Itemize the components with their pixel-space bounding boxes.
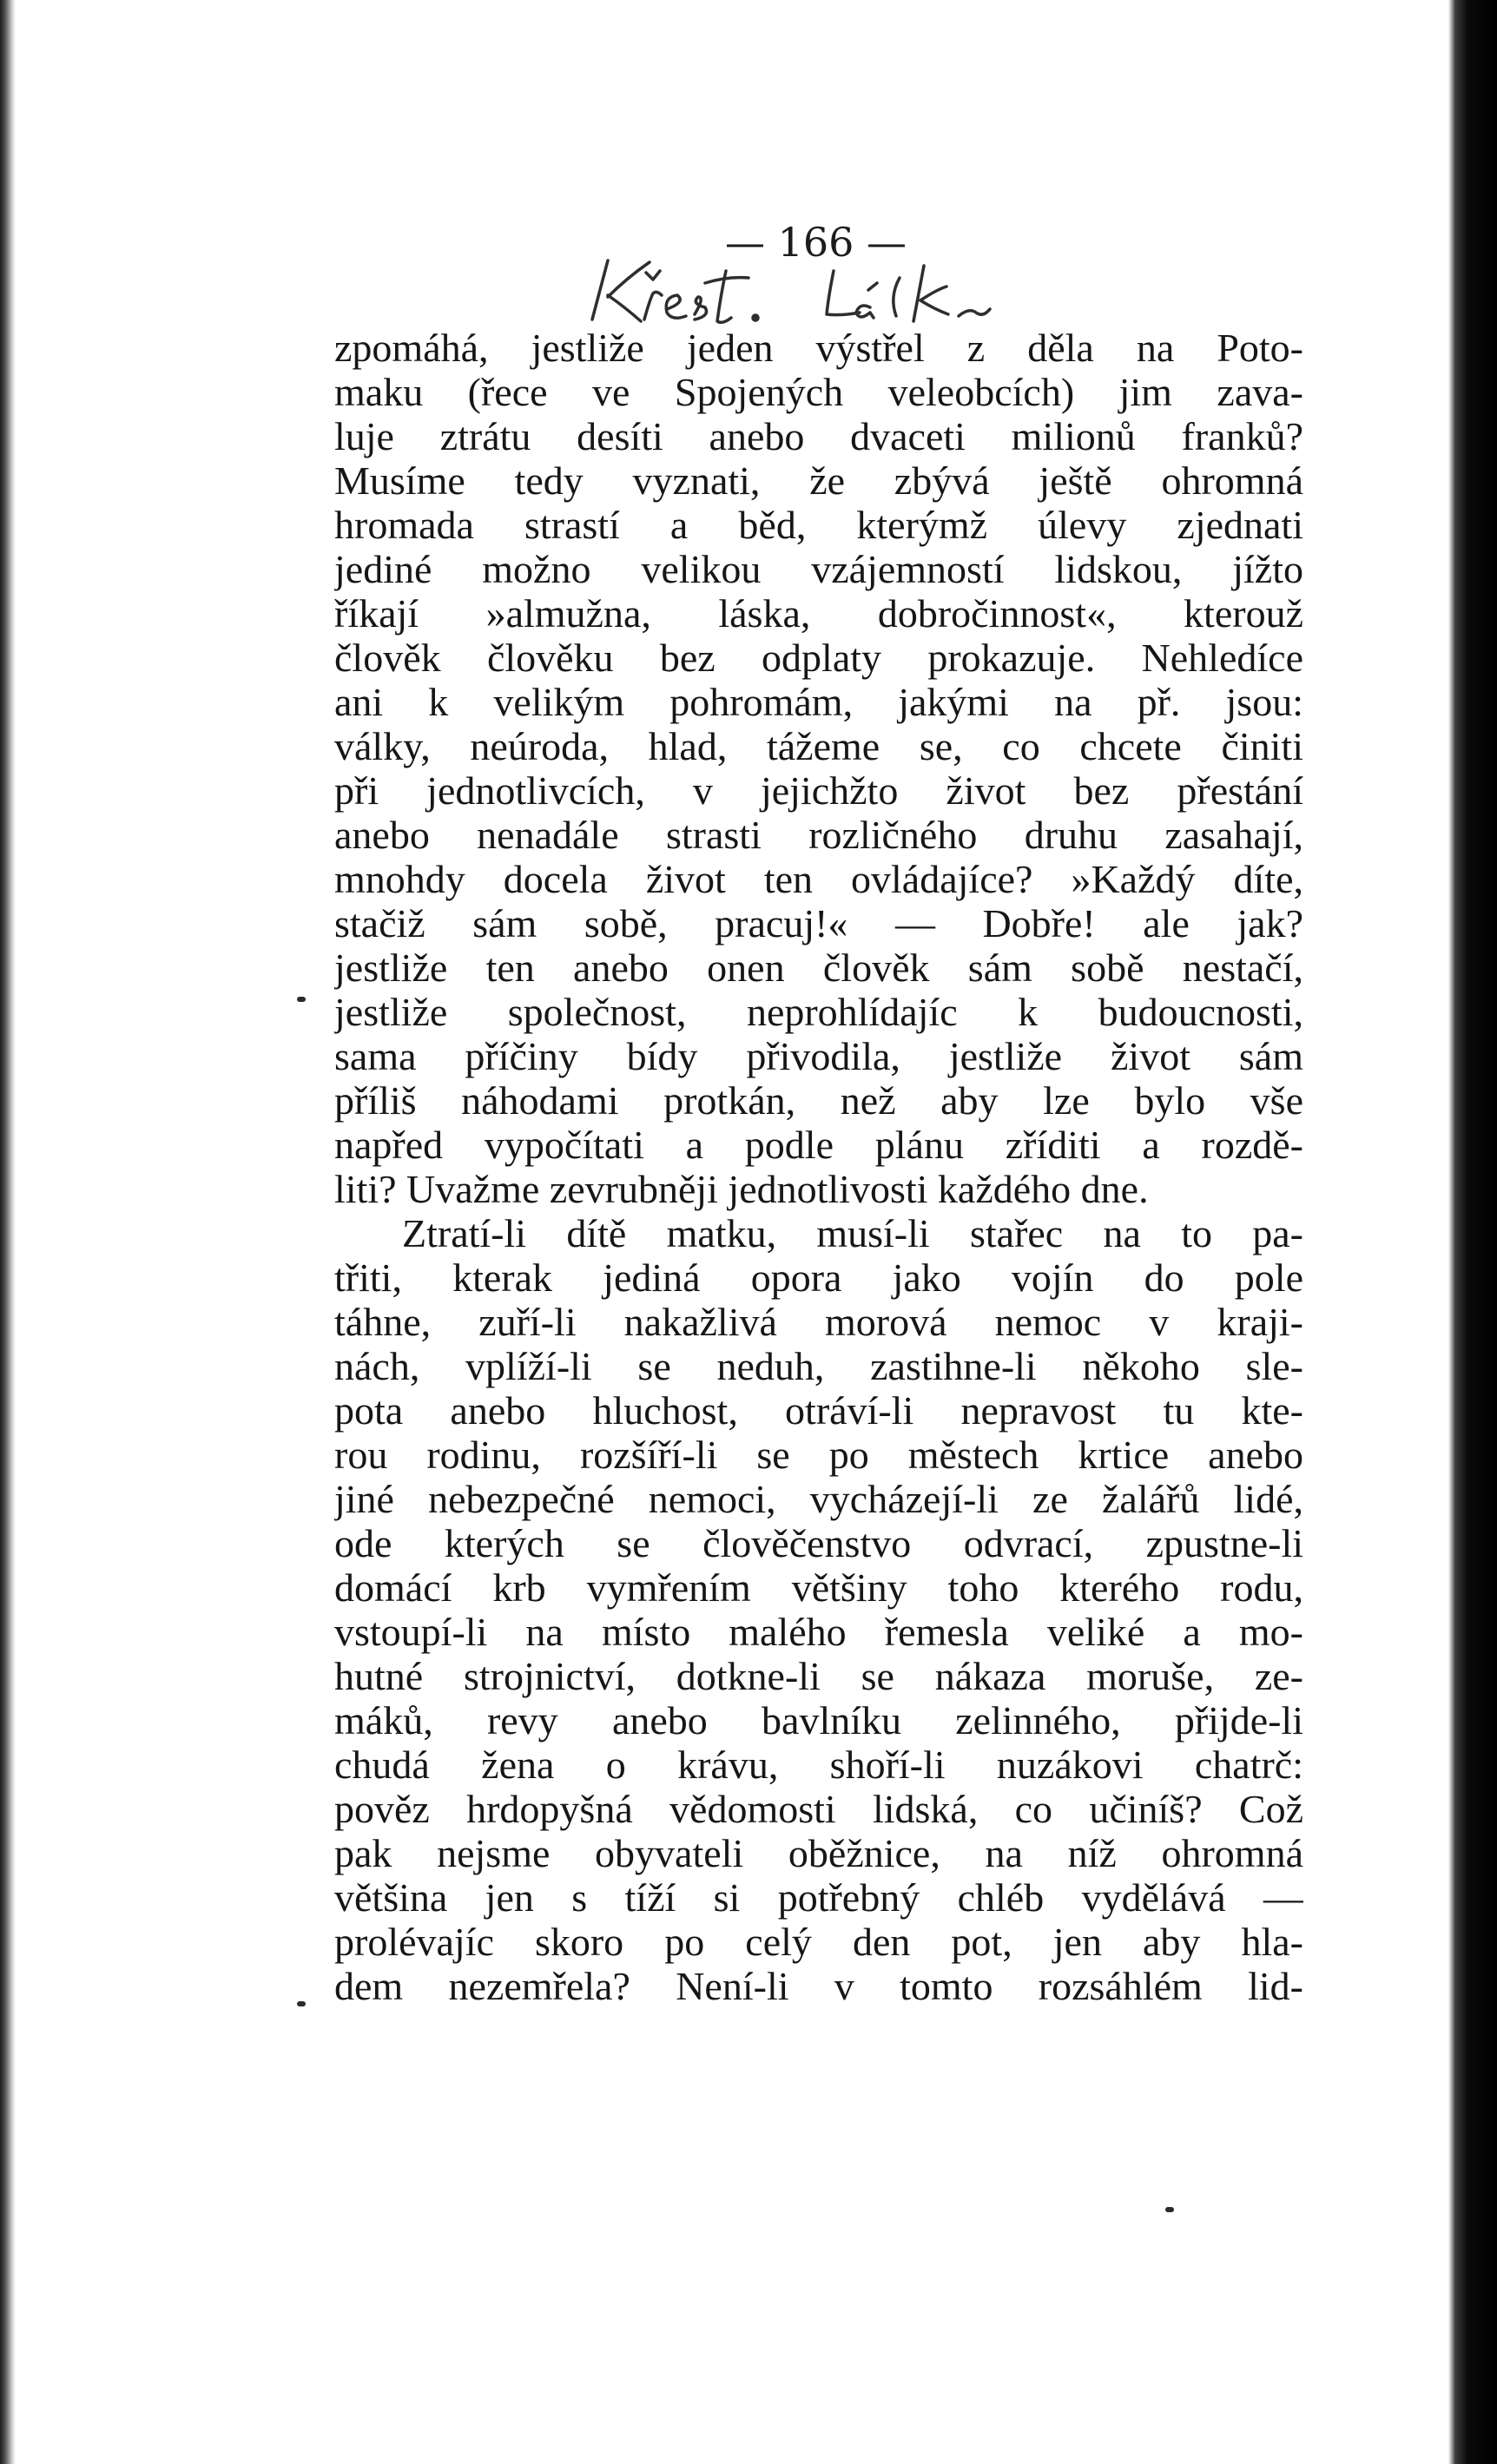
text-line: ani k velikým pohromám, jakými na př. jsou:	[334, 680, 1303, 724]
text-line: rou rodinu, rozšíří-li se po městech krtice anebo	[334, 1433, 1303, 1477]
text-line: máků, revy anebo bavlníku zelinného, přijde-li	[334, 1698, 1303, 1743]
text-line: liti? Uvažme zevrubněji jednotlivosti každého dne.	[334, 1167, 1149, 1211]
text-line: říkají »almužna, láska, dobročinnost«, kterouž	[334, 591, 1303, 636]
text-line: člověk člověku bez odplaty prokazuje. Nehledíce	[334, 636, 1303, 680]
text-line: pota anebo hluchost, otráví-li nepravost tu kte-	[334, 1388, 1303, 1433]
text-line: při jednotlivcích, v jejichžto život bez přestání	[334, 768, 1303, 813]
text-line: pověz hrdopyšná vědomosti lidská, co učiníš? Což	[334, 1787, 1303, 1831]
text-line: sama příčiny bídy přivodila, jestliže život sám	[334, 1034, 1303, 1078]
text-line: prolévajíc skoro po celý den pot, jen aby hla-	[334, 1920, 1303, 1964]
margin-mark	[297, 997, 306, 1002]
text-line: nách, vplíží-li se neduh, zastihne-li někoho sle-	[334, 1344, 1303, 1388]
text-line: Ztratí-li dítě matku, musí-li stařec na to pa-	[402, 1211, 1303, 1255]
text-line: maku (řece ve Spojených veleobcích) jim zava-	[334, 370, 1303, 414]
text-line: hutné strojnictví, dotkne-li se nákaza moruše, ze-	[334, 1654, 1303, 1698]
text-line: domácí krb vymřením většiny toho kterého rodu,	[334, 1565, 1303, 1610]
text-line: většina jen s tíží si potřebný chléb vydělává —	[334, 1875, 1303, 1920]
text-line: Musíme tedy vyznati, že zbývá ještě ohromná	[334, 458, 1303, 503]
handwritten-annotation	[0, 217, 1497, 339]
text-line: pak nejsme obyvateli oběžnice, na níž ohromná	[334, 1831, 1303, 1875]
text-line: anebo nenadále strasti rozličného druhu zasahají,	[334, 813, 1303, 857]
text-line: napřed vypočítati a podle plánu zříditi a rozdě-	[334, 1123, 1303, 1167]
text-line: jediné možno velikou vzájemností lidskou, jížto	[334, 547, 1303, 591]
text-line: jestliže ten anebo onen člověk sám sobě nestačí,	[334, 945, 1303, 990]
margin-mark	[297, 2001, 306, 2006]
text-line: luje ztrátu desíti anebo dvaceti milionů franků?	[334, 414, 1303, 458]
scan-right-edge	[1448, 0, 1497, 2464]
text-line: jestliže společnost, neprohlídajíc k budoucnosti,	[334, 990, 1303, 1034]
scan-left-edge	[0, 0, 16, 2464]
text-line: války, neúroda, hlad, tážeme se, co chcete činiti	[334, 724, 1303, 768]
text-line: vstoupí-li na místo malého řemesla veliké a mo-	[334, 1610, 1303, 1654]
text-line: mnohdy docela život ten ovládajíce? »Každý díte,	[334, 857, 1303, 901]
text-line: chudá žena o krávu, shoří-li nuzákovi chatrč:	[334, 1743, 1303, 1787]
text-line: hromada strastí a běd, kterýmž úlevy zjednati	[334, 503, 1303, 547]
text-line: příliš náhodami protkán, než aby lze bylo vše	[334, 1078, 1303, 1123]
text-line: jiné nebezpečné nemoci, vycházejí-li ze žalářů lidé,	[334, 1477, 1303, 1521]
text-line: táhne, zuří-li nakažlivá morová nemoc v kraji-	[334, 1300, 1303, 1344]
page-number: — 166 —	[725, 219, 907, 266]
text-line: ode kterých se člověčenstvo odvrací, zpustne-li	[334, 1521, 1303, 1565]
body-text	[334, 326, 1303, 2008]
text-line: zpomáhá, jestliže jeden výstřel z děla na Poto-	[334, 326, 1303, 370]
text-line: dem nezemřela? Není-li v tomto rozsáhlém lid-	[334, 1964, 1303, 2008]
text-line: třiti, kterak jediná opora jako vojín do pole	[334, 1255, 1303, 1300]
margin-mark	[1165, 2207, 1174, 2212]
text-line: stačiž sám sobě, pracuj!« — Dobře! ale jak?	[334, 901, 1303, 945]
